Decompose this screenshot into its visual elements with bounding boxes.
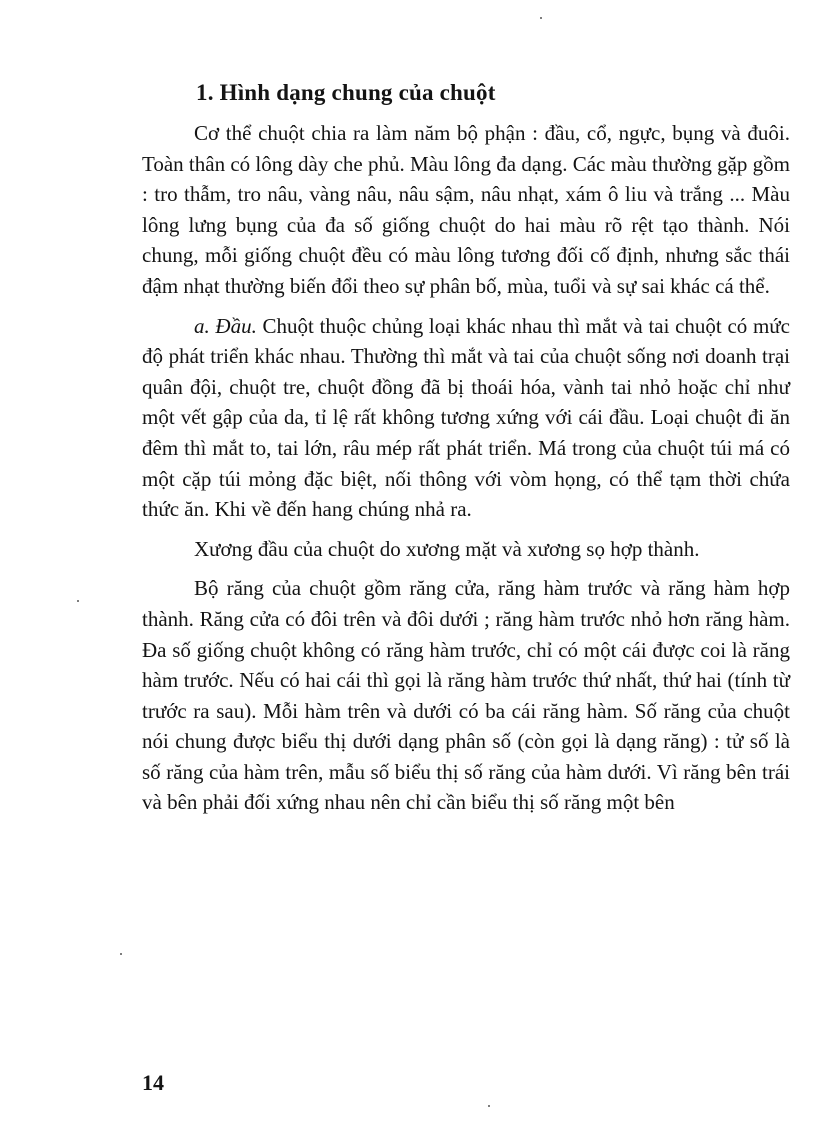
page-number: 14 <box>142 1070 164 1095</box>
scan-speck <box>540 17 542 19</box>
teeth-paragraph: Bộ răng của chuột gồm răng cửa, răng hàm trước và răng hàm hợp thành. Răng cửa có đôi trên và đôi dưới ; răng hàm trước nhỏ hơn răng hàm. Đa số giống chuột không có răng hàm trước, chỉ có một cái được coi là răng hàm trước. Nếu có hai cái thì gọi là răng hàm trước thứ nhất, thứ hai (tính từ trước ra sau). Mỗi hàm trên và dưới có ba cái răng hàm. Số răng của chuột nói chung được biểu thị dưới dạng phân số (còn gọi là dạng răng) : tử số là số răng của hàm trên, mẫu số biểu thị số răng của hàm dưới. Vì răng bên trái và bên phải đối xứng nhau nên chỉ cần biểu thị số răng một bên <box>142 576 790 815</box>
section-heading: 1. Hình dạng chung của chuột <box>196 80 496 105</box>
head-subheading: a. Đầu. <box>194 313 257 338</box>
intro-paragraph: Cơ thể chuột chia ra làm năm bộ phận : đầu, cổ, ngực, bụng và đuôi. Toàn thân có lông dày che phủ. Màu lông đa dạng. Các màu thường gặp gồm : tro thẫm, tro nâu, vàng nâu, nâu sậm, nâu nhạt, xám ô liu và trắng ... Màu lông lưng bụng của đa số giống chuột do hai màu rõ rệt tạo thành. Nói chung, mỗi giống chuột đều có màu lông tương đối cố định, nhưng sắc thái đậm nhạt thường biến đổi theo sự phân bố, mùa, tuổi và sự sai khác cá thể. <box>142 121 790 298</box>
scan-speck <box>488 1105 490 1107</box>
body-text <box>142 118 790 818</box>
scan-speck <box>77 600 79 602</box>
head-paragraph <box>142 311 790 525</box>
scan-speck <box>120 953 122 955</box>
skull-paragraph: Xương đầu của chuột do xương mặt và xương sọ hợp thành. <box>194 536 700 561</box>
head-paragraph-text: Chuột thuộc chủng loại khác nhau thì mắt và tai chuột có mức độ phát triển khác nhau. Thường thì mắt và tai của chuột sống nơi doanh trại quân đội, chuột tre, chuột đồng đã bị thoái hóa, vành tai nhỏ hoặc chỉ như một vết gập của da, tỉ lệ rất không tương xứng với cái đầu. Loại chuột đi ăn đêm thì mắt to, tai lớn, râu mép rất phát triển. Má trong của chuột túi má có một cặp túi mỏng đặc biệt, nối thông với vòm họng, có thể tạm thời chứa thức ăn. Khi về đến hang chúng nhả ra. <box>142 313 790 522</box>
